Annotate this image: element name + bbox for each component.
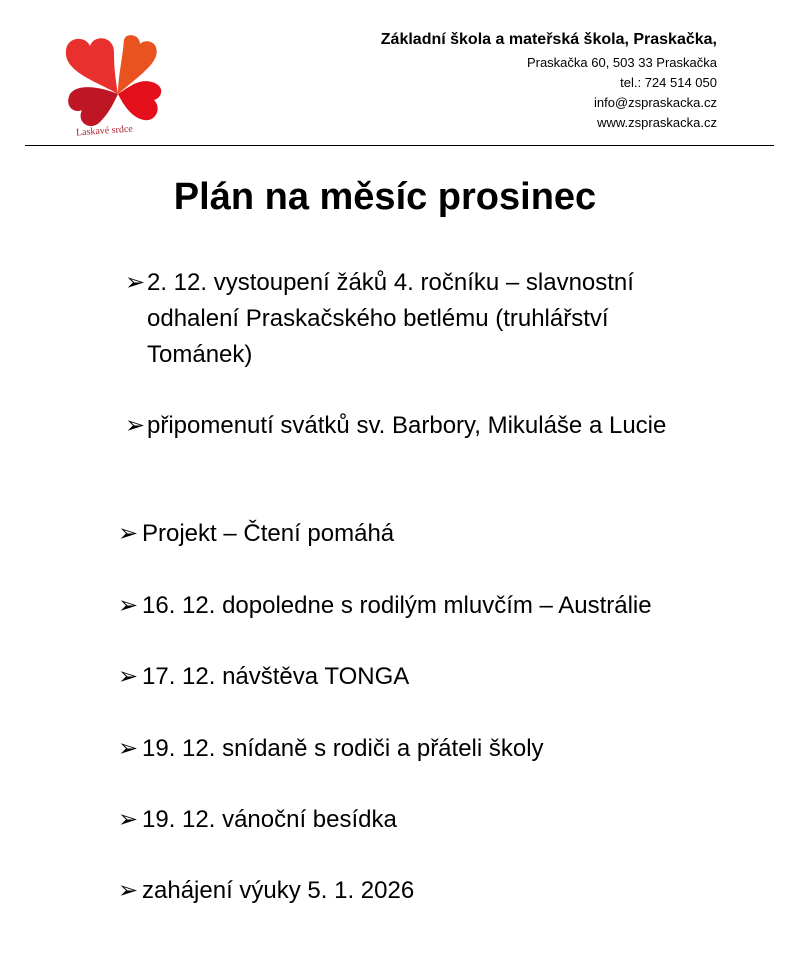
arrow-bullet-icon: ➢ (118, 806, 139, 833)
school-name: Základní škola a mateřská škola, Praskačka, (380, 31, 717, 48)
item-text: 2. 12. vystoupení žáků 4. ročníku – slavnostní odhalení Praskačského betlému (truhlářství Tománek) (147, 269, 634, 368)
item-text: 19. 12. vánoční besídka (142, 806, 397, 833)
item-text: 19. 12. snídaně s rodiči a přáteli školy (142, 735, 544, 762)
arrow-bullet-icon: ➢ (125, 269, 146, 296)
arrow-bullet-icon: ➢ (118, 592, 139, 619)
list-item (118, 588, 758, 624)
school-phone: tel.: 724 514 050 (620, 75, 717, 90)
arrow-bullet-icon: ➢ (118, 877, 139, 904)
arrow-bullet-icon: ➢ (125, 412, 146, 439)
item-text: Projekt – Čtení pomáhá (142, 520, 395, 547)
list-item (118, 731, 758, 767)
logo-text: Laskavé srdce (75, 123, 134, 139)
item-text: připomenutí svátků sv. Barbory, Mikuláše a Lucie (147, 412, 667, 439)
arrow-bullet-icon: ➢ (118, 520, 139, 547)
school-address: Praskačka 60, 503 33 Praskačka (526, 55, 717, 70)
page-title: Plán na měsíc prosinec (173, 176, 597, 218)
list-item (118, 802, 758, 838)
item-text: zahájení výuky 5. 1. 2026 (142, 877, 415, 904)
item-text: 17. 12. návštěva TONGA (142, 663, 410, 690)
header-divider (25, 145, 774, 146)
arrow-bullet-icon: ➢ (118, 663, 139, 690)
list-item (125, 408, 705, 444)
list-item (118, 659, 758, 695)
school-email[interactable]: info@zspraskacka.cz (593, 95, 717, 110)
item-text: 16. 12. dopoledne s rodilým mluvčím – Austrálie (142, 592, 652, 619)
list-item (125, 265, 705, 373)
list-item (118, 873, 758, 909)
list-item (118, 516, 758, 552)
school-web[interactable]: www.zspraskacka.cz (597, 115, 717, 130)
school-logo (58, 32, 170, 140)
arrow-bullet-icon: ➢ (118, 735, 139, 762)
